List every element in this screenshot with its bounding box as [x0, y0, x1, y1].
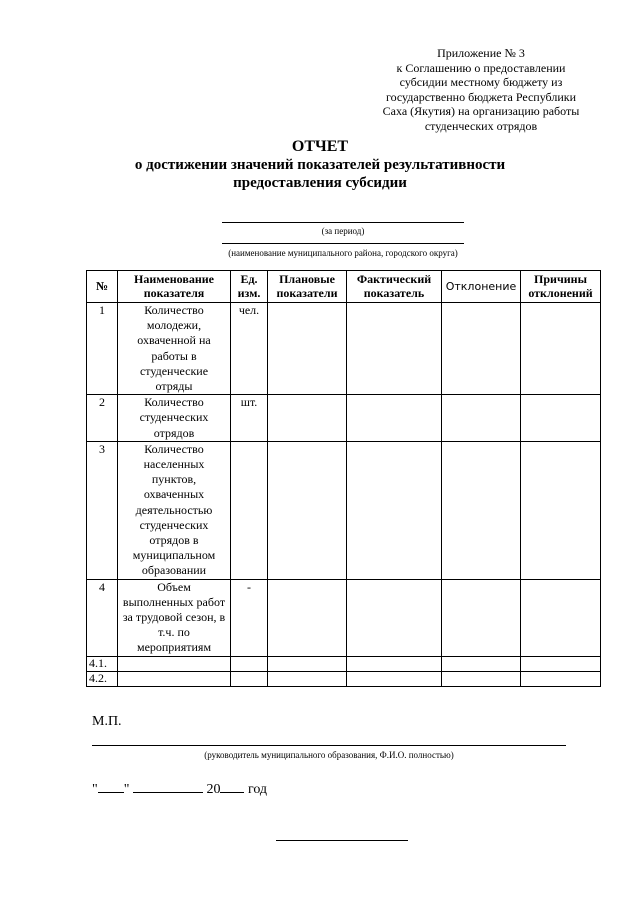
municipality-input-line[interactable]	[222, 243, 464, 244]
cell-planned[interactable]	[268, 395, 347, 442]
cell-actual[interactable]	[347, 303, 442, 395]
appendix-line: государственно бюджета Республики	[385, 89, 577, 104]
cell-unit[interactable]	[231, 656, 268, 671]
appendix-line: к Соглашению о предоставлении	[396, 60, 566, 75]
col-header-name: Наименование показателя	[118, 271, 231, 303]
cell-deviation[interactable]	[442, 441, 521, 579]
day-input-line[interactable]	[98, 780, 124, 793]
cell-deviation[interactable]	[442, 671, 521, 686]
col-header-planned: Плановые показатели	[268, 271, 347, 303]
cell-actual[interactable]	[347, 656, 442, 671]
table-row	[87, 579, 601, 656]
appendix-line: студенческих отрядов	[424, 118, 538, 133]
table-row	[87, 395, 601, 442]
municipality-caption: (наименование муниципального района, городского округа)	[228, 248, 458, 258]
appendix-line: Саха (Якутия) на организацию работы	[382, 104, 580, 118]
cell-actual[interactable]	[347, 671, 442, 686]
cell-actual[interactable]	[347, 395, 442, 442]
table-row	[87, 671, 601, 686]
date-year-suffix: год	[247, 782, 268, 797]
cell-deviation[interactable]	[442, 303, 521, 395]
table-row	[87, 656, 601, 671]
signature-caption: (руководитель муниципального образования, Ф.И.О. полностью)	[204, 750, 454, 760]
cell-reasons[interactable]	[521, 671, 601, 686]
table-row	[87, 303, 601, 395]
date-year-prefix: 20	[206, 782, 221, 797]
cell-name[interactable]	[118, 671, 231, 686]
cell-name: Количество молодежи, охваченной на работы в студенческие отряды	[118, 303, 231, 395]
col-header-actual: Фактический показатель	[347, 271, 442, 303]
date-line	[92, 780, 267, 798]
col-header-num: №	[87, 271, 118, 303]
cell-reasons[interactable]	[521, 395, 601, 442]
cell-actual[interactable]	[347, 441, 442, 579]
period-caption: (за период)	[321, 226, 365, 236]
cell-deviation[interactable]	[442, 579, 521, 656]
bottom-signature-line[interactable]	[276, 840, 408, 841]
cell-num: 4.2.	[87, 671, 118, 686]
stamp-label: М.П.	[92, 714, 122, 729]
appendix-line: субсидии местному бюджету из	[399, 75, 563, 89]
date-quote-open: "	[92, 782, 98, 797]
cell-num: 1	[87, 303, 118, 395]
cell-planned[interactable]	[268, 579, 347, 656]
cell-planned[interactable]	[268, 303, 347, 395]
cell-reasons[interactable]	[521, 303, 601, 395]
table-header-row	[87, 271, 601, 303]
cell-name: Объем выполненных работ за трудовой сезон, в т.ч. по мероприятиям	[118, 579, 231, 656]
cell-reasons[interactable]	[521, 579, 601, 656]
appendix-line: Приложение № 3	[437, 46, 525, 60]
period-input-line[interactable]	[222, 222, 464, 223]
cell-deviation[interactable]	[442, 395, 521, 442]
indicators-table	[86, 270, 601, 687]
cell-name: Количество населенных пунктов, охваченных деятельностью студенческих отрядов в муниципальном образовании	[118, 441, 231, 579]
title-main: ОТЧЕТ	[291, 138, 349, 155]
title-line-2: о достижении значений показателей результативности	[134, 157, 506, 173]
cell-actual[interactable]	[347, 579, 442, 656]
date-quote-close: "	[123, 782, 130, 797]
cell-num: 2	[87, 395, 118, 442]
table-row	[87, 441, 601, 579]
col-header-unit: Ед. изм.	[231, 271, 268, 303]
cell-planned[interactable]	[268, 441, 347, 579]
cell-unit: -	[231, 579, 268, 656]
year-input-line[interactable]	[220, 780, 244, 793]
col-header-deviation: Отклонение	[442, 271, 521, 303]
signature-input-line[interactable]	[92, 745, 566, 746]
cell-name: Количество студенческих отрядов	[118, 395, 231, 442]
cell-num: 4.1.	[87, 656, 118, 671]
cell-reasons[interactable]	[521, 441, 601, 579]
appendix-header	[360, 46, 602, 133]
cell-planned[interactable]	[268, 671, 347, 686]
cell-num: 4	[87, 579, 118, 656]
cell-reasons[interactable]	[521, 656, 601, 671]
col-header-reasons: Причины отклонений	[521, 271, 601, 303]
cell-num: 3	[87, 441, 118, 579]
report-title	[0, 138, 640, 192]
cell-unit: чел.	[231, 303, 268, 395]
cell-unit	[231, 441, 268, 579]
cell-planned[interactable]	[268, 656, 347, 671]
title-line-3: предоставления субсидии	[233, 175, 407, 191]
cell-name[interactable]	[118, 656, 231, 671]
month-input-line[interactable]	[133, 780, 203, 793]
cell-deviation[interactable]	[442, 656, 521, 671]
cell-unit: шт.	[231, 395, 268, 442]
cell-unit[interactable]	[231, 671, 268, 686]
